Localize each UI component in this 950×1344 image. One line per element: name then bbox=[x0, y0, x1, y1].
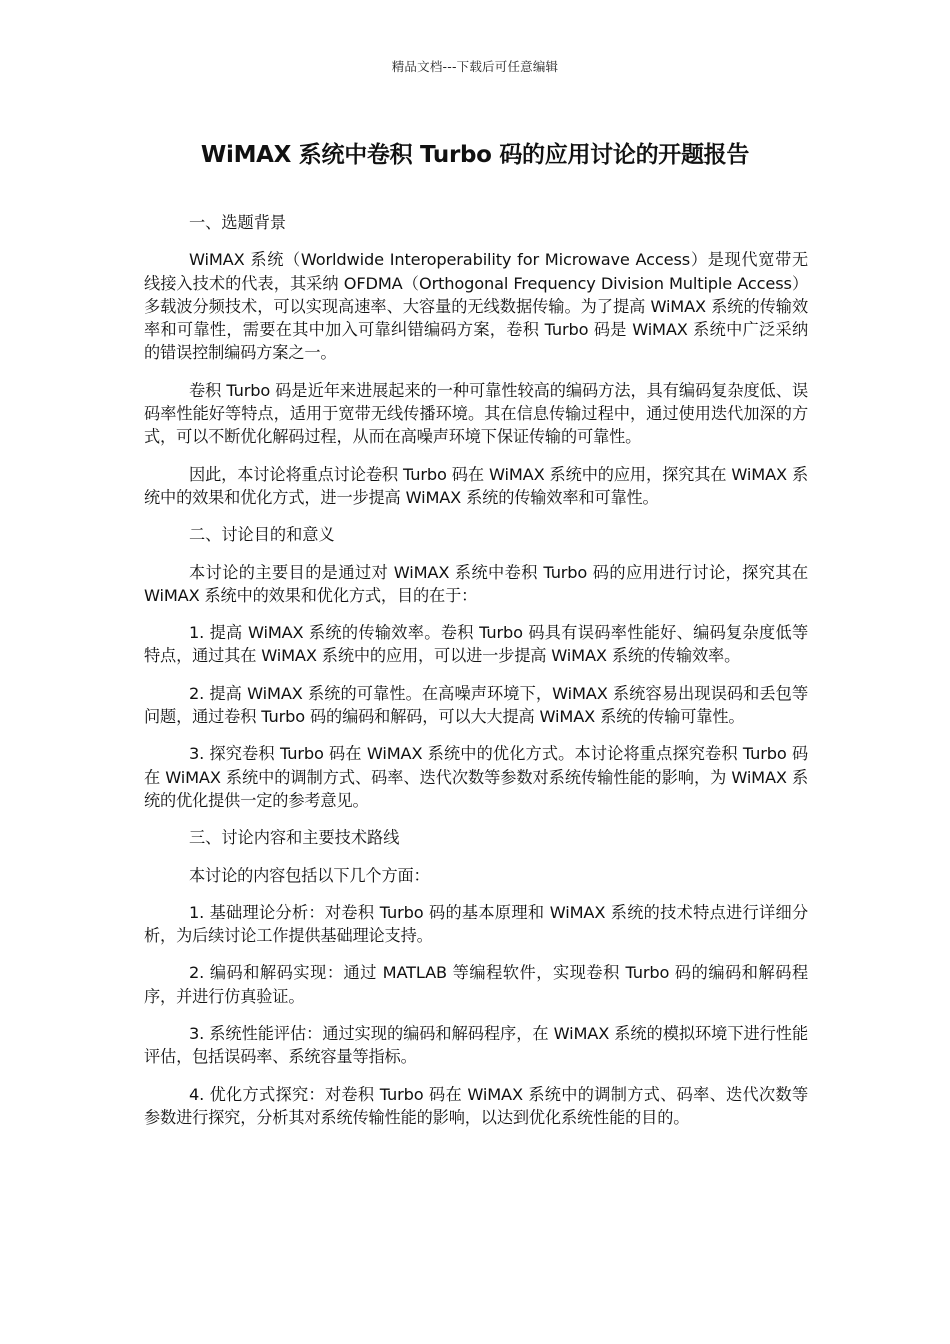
section-heading-background: 一、选题背景 bbox=[189, 213, 287, 232]
section-heading-content: 三、讨论内容和主要技术路线 bbox=[189, 828, 400, 848]
section-heading-purpose: 二、讨论目的和意义 bbox=[189, 525, 335, 545]
paragraph: 本讨论的内容包括以下几个方面： bbox=[189, 865, 430, 885]
list-item: 4. 优化方式探究：对卷积 Turbo 码在 WiMAX 系统中的调制方式、码率、迭代次数等参数进行探究，分析其对系统传输性能的影响，以达到优化系统性能的目的。 bbox=[144, 1084, 808, 1127]
list-item: 3. 探究卷积 Turbo 码在 WiMAX 系统中的优化方式。本讨论将重点探究卷积 Turbo 码在 WiMAX 系统中的调制方式、码率、迭代次数等参数对系统传输性能的影响，为 WiMAX 系统的优化提供一定的参考意见。 bbox=[144, 744, 808, 810]
list-item: 1. 提高 WiMAX 系统的传输效率。卷积 Turbo 码具有误码率性能好、编码复杂度低等特点，通过其在 WiMAX 系统中的应用，可以进一步提高 WiMAX 系统的传输效率。 bbox=[144, 623, 808, 666]
list-item: 1. 基础理论分析：对卷积 Turbo 码的基本原理和 WiMAX 系统的技术特点进行详细分析，为后续讨论工作提供基础理论支持。 bbox=[144, 902, 808, 946]
list-item: 2. 编码和解码实现：通过 MATLAB 等编程软件，实现卷积 Turbo 码的编码和解码程序，并进行仿真验证。 bbox=[144, 963, 808, 1006]
document-body bbox=[144, 211, 808, 1143]
header-note: 精品文档---下载后可任意编辑 bbox=[391, 59, 559, 74]
document-title: WiMAX 系统中卷积 Turbo 码的应用讨论的开题报告 bbox=[200, 142, 750, 168]
list-item: 2. 提高 WiMAX 系统的可靠性。在高噪声环境下，WiMAX 系统容易出现误码和丢包等问题，通过卷积 Turbo 码的编码和解码，可以大大提高 WiMAX 系统的传输可靠性。 bbox=[144, 683, 808, 727]
list-item: 3. 系统性能评估：通过实现的编码和解码程序，在 WiMAX 系统的模拟环境下进行性能评估，包括误码率、系统容量等指标。 bbox=[144, 1024, 808, 1067]
paragraph: 因此，本讨论将重点讨论卷积 Turbo 码在 WiMAX 系统中的应用，探究其在 WiMAX 系统中的效果和优化方式，进一步提高 WiMAX 系统的传输效率和可靠性。 bbox=[144, 464, 808, 507]
paragraph: WiMAX 系统（Worldwide Interoperability for Microwave Access）是现代宽带无线接入技术的代表，其采纳 OFDMA（Orthogonal Frequency Division Multiple Access）多载波分频技术，可以实现高速率、大容量的无线数据传输。为了提高 WiMAX 系统的传输效率和可靠性，需要在其中加入可靠纠错编码方案，卷积 Turbo 码是 WiMAX 系统中广泛采纳的错误控制编码方案之一。 bbox=[144, 250, 808, 363]
paragraph: 卷积 Turbo 码是近年来进展起来的一种可靠性较高的编码方法，具有编码复杂度低、误码率性能好等特点，适用于宽带无线传播环境。其在信息传输过程中，通过使用迭代加深的方式，可以不断优化解码过程，从而在高噪声环境下保证传输的可靠性。 bbox=[144, 380, 808, 447]
paragraph: 本讨论的主要目的是通过对 WiMAX 系统中卷积 Turbo 码的应用进行讨论，探究其在 WiMAX 系统中的效果和优化方式，目的在于： bbox=[144, 562, 808, 605]
